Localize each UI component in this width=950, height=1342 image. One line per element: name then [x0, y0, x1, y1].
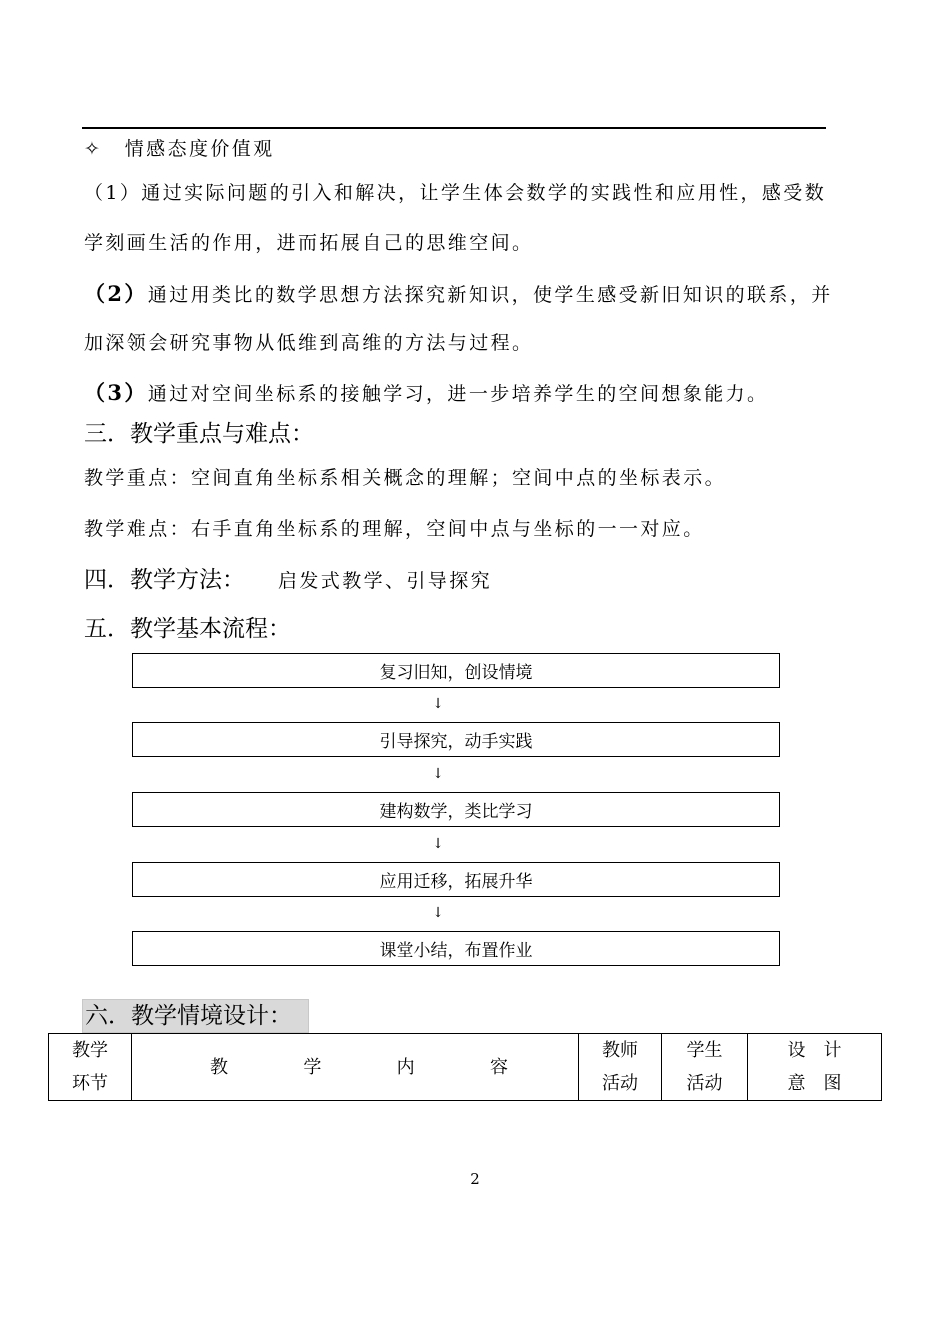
affect-item-2-text: 通过用类比的数学思想方法探究新知识，使学生感受新旧知识的联系，并 — [147, 284, 833, 306]
down-arrow-icon: ↓ — [432, 836, 444, 852]
col-student-line-1: 学生 — [686, 1040, 723, 1061]
down-arrow-icon: ↓ — [432, 766, 444, 782]
affect-item-3-line-1 — [84, 377, 768, 407]
col-student-line-2: 活动 — [686, 1073, 723, 1094]
affect-title-line — [84, 134, 275, 161]
affect-item-3-text: 通过对空间坐标系的接触学习，进一步培养学生的空间想象能力。 — [147, 383, 769, 405]
col-teacher — [579, 1034, 662, 1101]
col-teacher-line-2: 活动 — [602, 1073, 638, 1094]
table-header-row — [49, 1034, 882, 1101]
col-content-char: 教 — [210, 1056, 228, 1078]
flow-step-3: 建构数学，类比学习 — [132, 792, 780, 827]
col-stage-line-1: 教学 — [72, 1040, 108, 1061]
page-number: 2 — [470, 1170, 480, 1188]
col-stage-line-2: 环节 — [72, 1073, 108, 1094]
affect-item-1-line-1 — [84, 178, 826, 205]
header-rule — [82, 127, 826, 129]
down-arrow-icon: ↓ — [432, 696, 444, 712]
affect-item-1-text: 通过实际问题的引入和解决，让学生体会数学的实践性和应用性，感受数 — [141, 182, 827, 204]
key-point-text: 教学重点：空间直角坐标系相关概念的理解；空间中点的坐标表示。 — [84, 467, 727, 489]
affect-item-1-number: （1） — [84, 182, 142, 204]
affect-item-2-line-1 — [84, 278, 833, 308]
affect-item-2-number: （2） — [84, 281, 148, 306]
section-3-heading: 三．教学重点与难点： — [84, 421, 314, 447]
affect-item-3-number: （3） — [84, 380, 148, 405]
methods-text: 启发式教学、引导探究 — [278, 570, 493, 592]
col-content — [132, 1034, 579, 1101]
affect-item-2-line-2: 加深领会研究事物从低维到高维的方法与过程。 — [84, 332, 534, 354]
teaching-design-table — [48, 1033, 882, 1101]
section-6-heading: 六．教学情境设计： — [82, 999, 309, 1033]
section-5-heading: 五．教学基本流程： — [84, 616, 291, 642]
flow-step-1: 复习旧知，创设情境 — [132, 653, 780, 688]
down-arrow-icon: ↓ — [432, 905, 444, 921]
difficulty-text: 教学难点：右手直角坐标系的理解，空间中点与坐标的一一对应。 — [84, 518, 705, 540]
col-content-char: 容 — [489, 1056, 508, 1078]
col-content-char: 学 — [303, 1056, 322, 1078]
flow-step-2: 引导探究，动手实践 — [132, 722, 780, 757]
col-student — [662, 1034, 748, 1101]
col-design — [748, 1034, 882, 1101]
col-stage — [49, 1034, 132, 1101]
flow-step-5: 课堂小结，布置作业 — [132, 931, 780, 966]
affect-title: 情感态度价值观 — [124, 138, 275, 160]
affect-item-1-line-2: 学刻画生活的作用，进而拓展自己的思维空间。 — [84, 232, 534, 254]
col-design-line-1: 设 计 — [787, 1040, 842, 1061]
col-teacher-line-1: 教师 — [602, 1040, 638, 1061]
section-4-heading: 四．教学方法： — [84, 567, 245, 593]
col-content-char: 内 — [396, 1056, 415, 1078]
flow-step-4: 应用迁移，拓展升华 — [132, 862, 780, 897]
col-content-label — [132, 1051, 578, 1084]
col-design-line-2: 意 图 — [787, 1073, 842, 1094]
diamond-bullet-icon: ✧ — [84, 138, 103, 160]
